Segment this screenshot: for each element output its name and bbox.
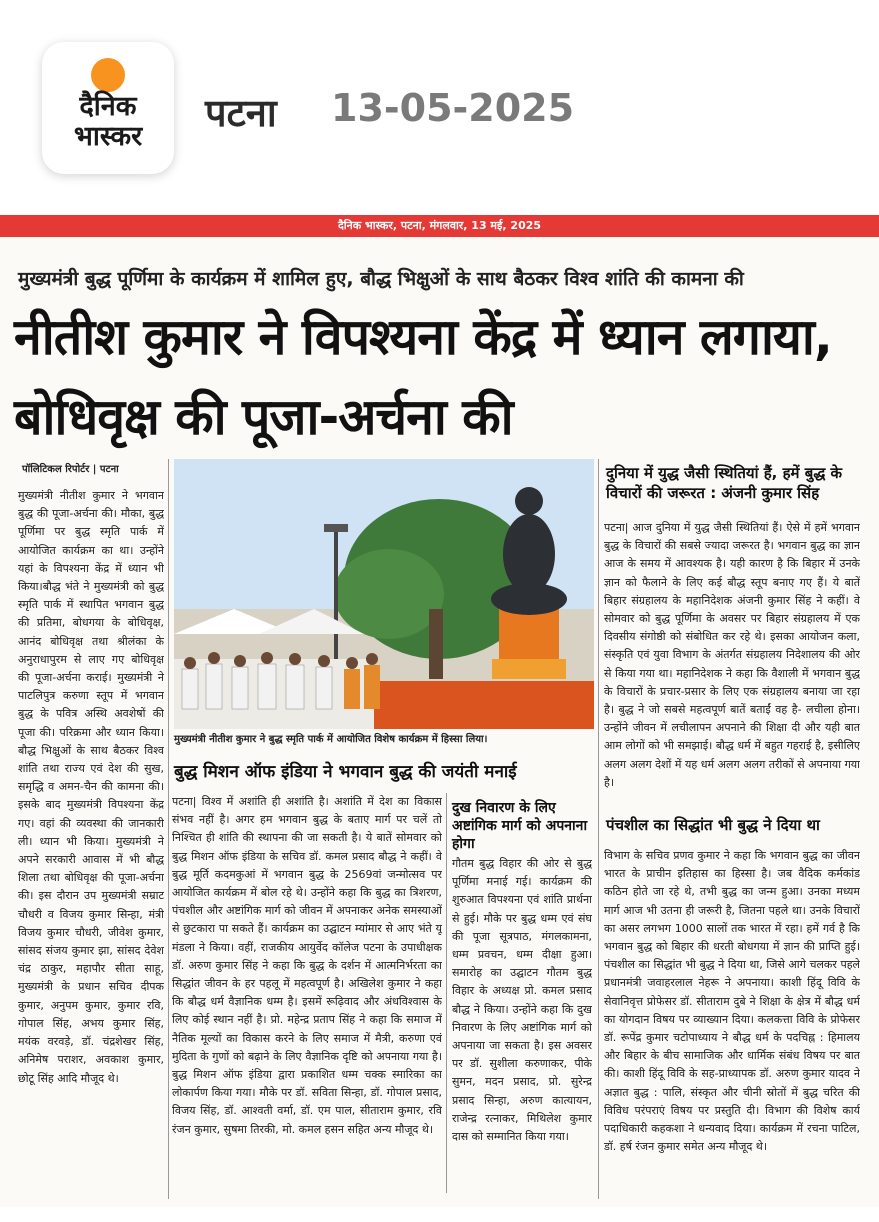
article-kicker: मुख्यमंत्री बुद्ध पूर्णिमा के कार्यक्रम में शामिल हुए, बौद्ध भिक्षुओं के साथ बैठकर विश्व शांति की कामना की [18, 268, 744, 290]
news-clipping[interactable] [0, 237, 879, 1222]
column-divider [168, 459, 169, 1199]
photo-caption: मुख्यमंत्री नीतीश कुमार ने बुद्ध स्मृति पार्क में आयोजित विशेष कार्यक्रम में हिस्सा लिया। [174, 734, 488, 745]
logo-wordmark [42, 92, 174, 152]
edition-city: पटना [205, 91, 277, 135]
masthead-strip [0, 215, 879, 237]
column-divider [598, 459, 599, 1199]
dainik-bhaskar-logo[interactable] [42, 42, 174, 174]
article-byline: पॉलिटिकल रिपोर्टर | पटना [22, 464, 119, 475]
article-headline: नीतीश कुमार ने विपश्यना केंद्र में ध्यान लगाया, बोधिवृक्ष की पूजा-अर्चना की [14, 308, 832, 446]
ashtangik-body: गौतम बुद्ध विहार की ओर से बुद्ध पूर्णिमा मनाई गई। कार्यक्रम की शुरुआत विपश्यना एवं शांति प्रार्थना से हुई। मौके पर बुद्ध धम्म एवं संघ की पूजा सूत्रपाठ, मंगलकामना, धम्म प्रवचन, धम्म दीक्षा हुआ। समारोह का उद्घाटन गौतम बुद्ध विहार के अध्यक्ष प्रो. कमल प्रसाद बौद्ध ने किया। उन्होंने कहा कि दुख निवारण के लिए अष्टांगिक मार्ग को अपनाया जा सकता है। इस अवसर पर डॉ. सुशीला करुणाकर, पीके सुमन, मदन प्रसाद, प्रो. सुरेन्द्र प्रसाद सिन्हा, अरुण कात्यायन, राजेन्द्र रत्नाकर, मिथिलेश कुमार दास को सम्मानित किया गया। [452, 857, 592, 1144]
event-photo-illustration [174, 459, 594, 729]
app-header [0, 0, 879, 215]
anjani-body: पटना| आज दुनिया में युद्ध जैसी स्थितियां हैं। ऐसे में हमें भगवान बुद्ध के विचारों की सबसे ज्यादा जरूरत है। भगवान बुद्ध का ज्ञान आज के समय में आवश्यक है। यही कारण है कि बिहार में उनके ज्ञान को फैलाने के लिए कई बौद्ध स्तूप बनाए गए हैं। ये बातें बिहार संग्रहालय के महानिदेशक अंजनी कुमार सिंह ने कहीं। वे सोमवार को बुद्ध पूर्णिमा के अवसर पर बिहार संग्रहालय में एक दिवसीय संगोष्ठी को संबोधित कर रहे थे। इसका आयोजन कला, संस्कृति एवं युवा विभाग के अंतर्गत संग्रहालय निदेशालय की ओर से किया गया था। महानिदेशक ने कहा कि वैशाली में भगवान बुद्ध के विचारों के प्रचार-प्रसार के लिए एक संग्रहालय बनाया जा रहा है। बुद्ध ने जो सबसे महत्वपूर्ण बातें बताईं वह है- लचीला होना। उन्होंने जीवन में लचीलापन अपनाने की शिक्षा दी और यही बात आम लोगों को भी समझाई। बौद्ध धर्म में बहुत गहराई है, इसीलिए अलग अलग देशों में यह धर्म अलग अलग तरीकों से अपनाया गया है। [604, 521, 860, 789]
event-photo [174, 459, 594, 729]
edition-date: 13-05-2025 [331, 86, 575, 130]
section-heading-buddha-mission: बुद्ध मिशन ऑफ इंडिया ने भगवान बुद्ध की जयंती मनाई [174, 762, 517, 782]
left-column-body: मुख्यमंत्री नीतीश कुमार ने भगवान बुद्ध की पूजा-अर्चना की। मौका, बुद्ध पूर्णिमा पर बुद्ध स्मृति पार्क में आयोजित कार्यक्रम का था। उन्होंने यहां के विपश्यना केंद्र में ध्यान भी किया।बौद्ध भंते ने मुख्यमंत्री को बुद्ध स्मृति पार्क में स्थापित भगवान बुद्ध की प्रतिमा, बोधगया के बोधिवृक्ष, आनंद बोधिवृक्ष तथा श्रीलंका के अनुराधापुरम से लाए गए बोधिवृक्ष की पूजा-अर्चना कराई। मुख्यमंत्री ने पाटलिपुत्र करुणा स्तूप में भगवान बुद्ध के पवित्र अस्थि अवशेषों की पूजा की। परिक्रमा और ध्यान किया। बौद्ध भिक्षुओं के साथ बैठकर विश्व शांति तथा राज्य एवं देश की सुख, समृद्धि व अमन-चैन की कामना की। इसके बाद मुख्यमंत्री विपश्यना केंद्र गए। वहां की व्यवस्था की जानकारी ली। ध्यान भी किया। मुख्यमंत्री ने अपने सरकारी आवास में भी बौद्ध शिला तथा बोधिवृक्ष की पूजा-अर्चना की। इस दौरान उप मुख्यमंत्री सम्राट चौधरी व विजय कुमार सिन्हा, मंत्री विजय कुमार चौधरी, जीवेश कुमार, सांसद संजय कुमार झा, सांसद देवेश चंद्र ठाकुर, महापौर सीता साहू, मुख्यमंत्री के प्रधान सचिव दीपक कुमार, अनुपम कुमार, कुमार रवि, गोपाल सिंह, अभय कुमार सिंह, मयंक वरवड़े, डॉ. चंद्रशेखर सिंह, अनिमेष पराशर, अवकाश कुमार, छोटू सिंह आदि मौजूद थे। [18, 489, 164, 1085]
panchsheel-body: विभाग के सचिव प्रणव कुमार ने कहा कि भगवान बुद्ध का जीवन भारत के प्राचीन इतिहास का हिस्सा है। जब वैदिक कर्मकांड कठिन होते जा रहे थे, तभी बुद्ध का जन्म हुआ। उनका मध्यम मार्ग आज भी उतना ही जरूरी है, जितना पहले था। उनके विचारों का असर लगभग 1000 सालों तक भारत में रहा। हमें गर्व है कि भगवान बुद्ध को बिहार की धरती बोधगया में ज्ञान की प्राप्ति हुई। पंचशील का सिद्धांत भी बुद्ध ने दिया था, जिसे आगे चलकर पहले प्रधानमंत्री जवाहरलाल नेहरू ने अपनाया। काशी हिंदू विवि के सेवानिवृत्त प्रोफेसर डॉ. सीताराम दुबे ने शिक्षा के क्षेत्र में बौद्ध धर्म का योगदान विषय पर व्याख्यान दिया। कलकत्ता विवि के प्रोफेसर डॉ. रूपेंद्र कुमार चटोपाध्याय ने बौद्ध धर्म के पदचिह्न : हिमालय और बिहार के बीच सामाजिक और धार्मिक संबंध विषय पर बात की। काशी हिंदू विवि के सह-प्राध्यापक डॉ. अरुण कुमार यादव ने अज्ञात बुद्ध : पालि, संस्कृत और चीनी स्रोतों में बुद्ध चरित की विविध परंपराएं विषय पर प्रस्तुति दी। विभाग की विशेष कार्य पदाधिकारी कहकशा ने धन्यवाद दिया। कार्यक्रम में रचना पाटिल, डॉ. हर्ष रंजन कुमार समेत अन्य मौजूद थे। [604, 849, 860, 1154]
column-divider [446, 793, 447, 1193]
section-heading-panchsheel: पंचशील का सिद्धांत भी बुद्ध ने दिया था [606, 816, 820, 834]
sun-icon [91, 58, 125, 92]
masthead-strip-text: दैनिक भास्कर, पटना, मंगलवार, 13 मई, 2025 [337, 219, 542, 232]
buddha-mission-body: पटना| विश्व में अशांति ही अशांति है। अशांति में देश का विकास संभव नहीं है। अगर हम भगवान बुद्ध के बताए मार्ग पर चलें तो निश्चित ही शांति की स्थापना की जा सकती है। ये बातें सोमवार को बुद्ध मिशन ऑफ इंडिया के सचिव डॉ. कमल प्रसाद बौद्ध ने कहीं। वे बुद्ध मूर्ति कदमकुआं में भगवान बुद्ध के 2569वां जन्मोत्सव पर आयोजित कार्यक्रम में बोल रहे थे। उन्होंने कहा कि बुद्ध का त्रिशरण, पंचशील और अष्टांगिक मार्ग को जीवन में अपनाकर अनेक समस्याओं से छुटकारा पा सकते हैं। कार्यक्रम का उद्घाटन म्यांमार से आए भंते यू मंडला ने किया। वहीं, राजकीय आयुर्वेद कॉलेज पटना के उपाधीक्षक डॉ. अरुण कुमार सिंह ने कहा कि बुद्ध के दर्शन में आत्मनिर्भरता का सिद्धांत जीवन के हर पहलू में महत्वपूर्ण है। अखिलेश कुमार ने कहा कि बौद्ध धर्म वैज्ञानिक धम्म है। इसमें रूढ़िवाद और अंधविश्वास के लिए कोई स्थान नहीं है। प्रो. महेन्द्र प्रताप सिंह ने कहा कि समाज में नैतिक मूल्यों का विकास करने के लिए समाज में मैत्री, करुणा एवं मुदिता के गुणों को बढ़ाने के लिए वैज्ञानिक दृष्टि को अपनाया गया है। बुद्ध मिशन ऑफ इंडिया द्वारा प्रकाशित धम्म चक्क स्मारिका का लोकार्पण किया गया। मौके पर डॉ. सविता सिन्हा, डॉ. गोपाल प्रसाद, विजय सिंह, डॉ. आश्वती वर्मा, डॉ. एम पाल, सीताराम कुमार, रवि रंजन कुमार, सुषमा तिरकी, मो. कमल हसन सहित अन्य मौजूद थे। [172, 795, 442, 1136]
section-heading-ashtangik: दुख निवारण के लिए अष्टांगिक मार्ग को अपनाना होगा [452, 800, 588, 852]
section-heading-anjani: दुनिया में युद्ध जैसी स्थितियां हैं, हमें बुद्ध के विचारों की जरूरत : अंजनी कुमार सिंह [606, 464, 843, 502]
bottom-edge [0, 1207, 879, 1222]
logo-line-2: भास्कर [73, 121, 143, 152]
logo-line-1: दैनिक [79, 91, 137, 122]
